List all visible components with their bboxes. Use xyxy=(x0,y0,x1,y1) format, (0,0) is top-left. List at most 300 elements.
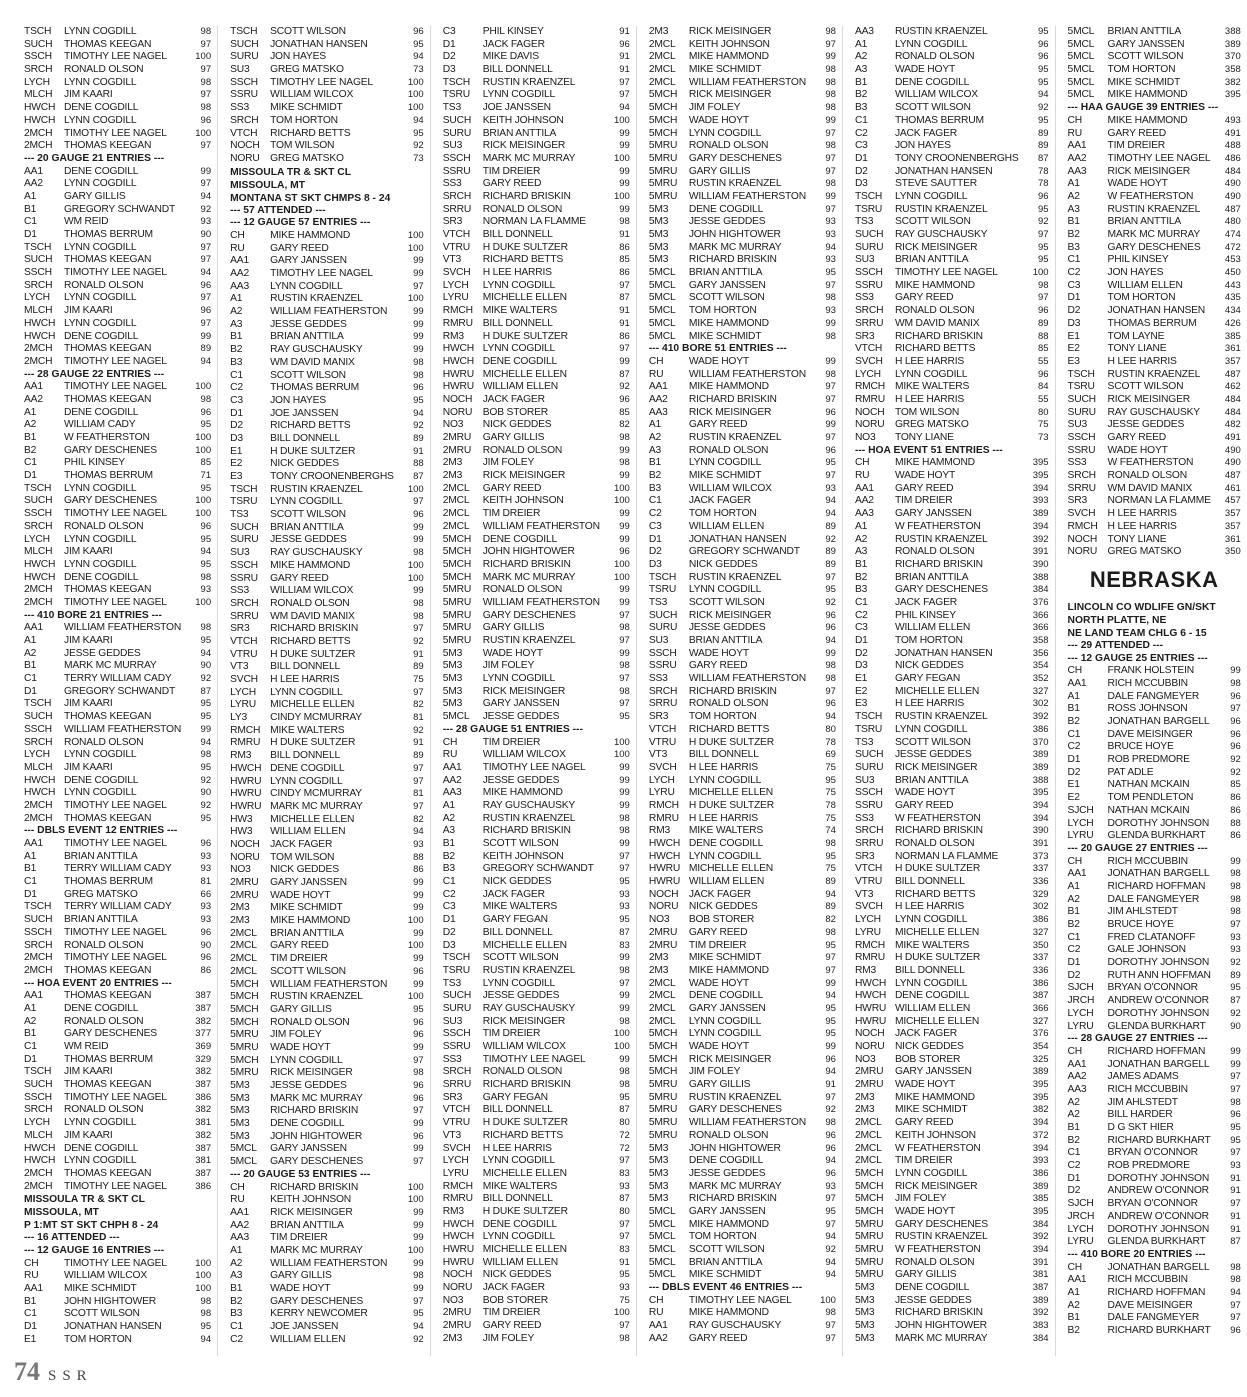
score: 98 xyxy=(413,597,424,609)
result-row xyxy=(24,1168,211,1181)
shooter-name: H DUKE SULTZER xyxy=(688,799,774,811)
result-row xyxy=(855,1079,1049,1092)
class-code: SUCH xyxy=(24,711,53,723)
result-row xyxy=(24,660,211,673)
class-code: 5MCH xyxy=(230,1003,259,1015)
shooter-name: TIMOTHY LEE NAGEL xyxy=(1107,152,1211,164)
result-row xyxy=(230,1308,424,1321)
shooter-name: H LEE HARRIS xyxy=(894,393,965,405)
shooter-name: TOM HORTON xyxy=(64,1333,132,1345)
event-header: --- HAA GAUGE 39 ENTRIES --- xyxy=(1067,102,1219,114)
shooter-name: GARY REED xyxy=(688,1332,748,1344)
result-row xyxy=(1068,178,1241,191)
shooter-name: RONALD OLSON xyxy=(688,1129,769,1141)
score: 100 xyxy=(613,749,630,761)
shooter-name: H LEE HARRIS xyxy=(1107,520,1177,532)
shooter-name: BOB STORER xyxy=(482,406,549,418)
result-row xyxy=(24,927,211,940)
result-row xyxy=(230,623,424,636)
class-code: 5MCH xyxy=(648,127,678,139)
shooter-name: JESSE GEDDES xyxy=(482,774,560,786)
score: 86 xyxy=(619,330,630,342)
score: 86 xyxy=(1230,830,1241,842)
result-row xyxy=(649,698,836,711)
result-row xyxy=(24,204,211,217)
shooter-name: GARY DESCHENES xyxy=(482,609,576,621)
result-row xyxy=(24,457,211,470)
result-row xyxy=(230,636,424,649)
shooter-name: TIMOTHY LEE NAGEL xyxy=(64,267,167,279)
shooter-name: GARY JANSSEN xyxy=(894,1066,972,1078)
event-header: --- 28 GAUGE 22 ENTRIES --- xyxy=(24,368,165,380)
result-row xyxy=(855,1193,1049,1206)
result-row xyxy=(443,508,630,521)
score: 97 xyxy=(825,1332,836,1344)
score: 98 xyxy=(200,393,212,405)
score: 92 xyxy=(1230,1007,1241,1019)
score: 387 xyxy=(195,1002,212,1014)
shooter-name: GREGORY SCHWANDT xyxy=(688,546,800,558)
shooter-name: MICHELLE ELLEN xyxy=(894,685,980,697)
score: 98 xyxy=(825,660,836,672)
result-row xyxy=(1068,982,1241,995)
class-code: 5MCH xyxy=(648,102,678,114)
shooter-name: RUSTIN KRAENZEL xyxy=(688,178,782,190)
score: 366 xyxy=(1032,622,1049,634)
class-code: SRCH xyxy=(854,825,884,837)
result-row xyxy=(649,1104,836,1117)
score: 97 xyxy=(1230,1299,1241,1311)
score: 92 xyxy=(825,533,836,545)
class-code: D2 xyxy=(1067,1185,1081,1197)
shooter-name: LYNN COGDILL xyxy=(482,1231,556,1243)
shooter-name: GARY JANSSEN xyxy=(688,1205,766,1217)
shooter-name: THOMAS BERRUM xyxy=(894,114,984,126)
score: 75 xyxy=(825,812,836,824)
shooter-name: LYNN COGDILL xyxy=(64,482,137,494)
shooter-name: RICHARD BRISKIN xyxy=(270,623,359,635)
class-code: 5MCL xyxy=(648,305,676,317)
shooter-name: RICHARD BRISKIN xyxy=(270,1181,359,1193)
score: 87 xyxy=(619,1193,630,1205)
class-code: 2M3 xyxy=(442,470,463,482)
class-code: VTRU xyxy=(442,1117,470,1129)
shooter-name: ROSS JOHNSON xyxy=(1107,703,1188,715)
class-code: AA3 xyxy=(230,1232,249,1244)
result-row xyxy=(443,1143,630,1156)
score: 302 xyxy=(1032,901,1049,913)
result-row xyxy=(1068,1071,1241,1084)
score: 369 xyxy=(195,1041,212,1052)
class-code: C1 xyxy=(1067,254,1081,266)
shooter-name: GALE JOHNSON xyxy=(1107,944,1186,956)
score: 83 xyxy=(619,1167,630,1179)
shooter-name: BILL DONNELL xyxy=(270,432,341,444)
shooter-name: GARY REED xyxy=(894,482,954,494)
class-code: SSCH xyxy=(1067,432,1096,443)
score: 97 xyxy=(619,698,630,710)
class-code: 5MCH xyxy=(442,533,472,545)
score: 95 xyxy=(825,457,836,469)
score: 91 xyxy=(413,648,424,660)
shooter-name: MIKE SCHMIDT xyxy=(894,1104,968,1116)
result-row xyxy=(24,914,211,927)
result-row xyxy=(230,953,424,966)
score: 93 xyxy=(619,1180,630,1192)
score: 91 xyxy=(1230,1172,1241,1184)
class-code: AA3 xyxy=(854,508,874,520)
score: 99 xyxy=(619,165,630,177)
score: 92 xyxy=(1230,957,1241,969)
result-row xyxy=(1068,665,1241,678)
shooter-name: TIMOTHY LEE NAGEL xyxy=(482,761,586,773)
shooter-name: JESSE GEDDES xyxy=(894,749,972,761)
result-row xyxy=(443,369,630,382)
score: 370 xyxy=(1032,736,1049,748)
shooter-name: TIM DREIER xyxy=(482,736,541,748)
class-code: LYCH xyxy=(24,1117,50,1129)
score: 98 xyxy=(413,1067,424,1079)
score: 357 xyxy=(1224,355,1241,367)
shooter-name: RAY GUSCHAUSKY xyxy=(482,799,576,811)
score: 95 xyxy=(825,267,836,279)
class-code: SRCH xyxy=(442,190,472,202)
result-row xyxy=(230,1182,424,1195)
shooter-name: THOMAS BERRUM xyxy=(64,1053,153,1065)
shooter-name: RUSTIN KRAENZEL xyxy=(482,76,576,88)
result-row xyxy=(855,51,1049,64)
score: 98 xyxy=(200,571,212,583)
class-code: 2MRU xyxy=(854,1066,884,1078)
class-code: TSRU xyxy=(230,496,258,508)
class-code: SRRU xyxy=(854,838,884,849)
result-row xyxy=(230,1220,424,1233)
result-row xyxy=(1068,1300,1241,1313)
shooter-name: RICHARD HOFFMAN xyxy=(1107,1045,1206,1057)
class-code: SURU xyxy=(648,622,678,634)
score: 98 xyxy=(825,1307,836,1319)
score: 354 xyxy=(1032,1041,1049,1052)
class-code: B2 xyxy=(442,850,455,862)
shooter-name: MIKE WALTERS xyxy=(482,305,557,317)
shooter-name: NICK GEDDES xyxy=(482,1269,552,1281)
class-code: SSCH xyxy=(442,152,471,164)
score: 389 xyxy=(1032,749,1049,761)
result-row xyxy=(24,26,211,39)
result-row xyxy=(649,521,836,534)
class-code: 5MCL xyxy=(648,292,676,304)
score: 99 xyxy=(619,990,630,1002)
shooter-name: BRIAN ANTTILA xyxy=(1107,216,1182,228)
score: 395 xyxy=(1032,457,1049,469)
result-row xyxy=(443,1181,630,1194)
result-row xyxy=(649,648,836,661)
event-header: --- HOA EVENT 20 ENTRIES --- xyxy=(24,977,172,989)
result-row xyxy=(855,1307,1049,1320)
score: 81 xyxy=(413,788,424,800)
class-code: A3 xyxy=(648,444,662,456)
shooter-name: JIM KAARI xyxy=(64,89,113,101)
class-code: AA1 xyxy=(24,990,43,1002)
class-code: HWRU xyxy=(648,863,681,875)
shooter-name: RICHARD BURKHART xyxy=(1107,1134,1211,1146)
score: 443 xyxy=(1224,279,1241,291)
result-row xyxy=(649,483,836,496)
result-row xyxy=(24,343,211,356)
score: 92 xyxy=(1037,102,1049,114)
shooter-name: RUSTIN KRAENZEL xyxy=(688,571,782,583)
shooter-name: NICK GEDDES xyxy=(688,558,758,570)
shooter-name: NICK GEDDES xyxy=(270,458,339,470)
score: 96 xyxy=(825,1129,836,1141)
class-code: 5MCL xyxy=(648,1218,676,1230)
shooter-name: RUSTIN KRAENZEL xyxy=(482,964,576,976)
score: 99 xyxy=(413,902,424,914)
class-code: SSCH xyxy=(24,926,52,938)
score: 97 xyxy=(619,977,630,989)
score: 97 xyxy=(825,470,836,482)
shooter-name: BRIAN ANTTILA xyxy=(688,635,763,646)
score: 86 xyxy=(619,241,630,253)
class-code: SU3 xyxy=(230,64,250,76)
shooter-name: BRIAN ANTTILA xyxy=(270,521,344,533)
score: 75 xyxy=(825,787,836,799)
class-code: 5M3 xyxy=(648,1167,669,1179)
result-row xyxy=(443,64,630,77)
score: 100 xyxy=(407,572,424,584)
result-row xyxy=(443,280,630,293)
class-code: D1 xyxy=(1067,957,1081,969)
class-code: C2 xyxy=(1067,741,1081,753)
class-code: A2 xyxy=(648,432,662,443)
score: 78 xyxy=(1037,178,1049,190)
score: 99 xyxy=(413,877,424,888)
result-row xyxy=(649,863,836,876)
score: 99 xyxy=(413,318,424,330)
class-code: 2MCL xyxy=(648,76,676,88)
result-row xyxy=(24,775,211,788)
result-row xyxy=(855,102,1049,115)
result-row xyxy=(24,89,211,102)
result-row xyxy=(24,1079,211,1092)
result-row xyxy=(443,876,630,889)
shooter-name: RAY GUSCHAUSKY xyxy=(1107,406,1200,418)
shooter-name: RONALD OLSON xyxy=(894,305,975,317)
result-row xyxy=(230,370,424,383)
score: 390 xyxy=(1032,558,1049,570)
shooter-name: DENE COGDILL xyxy=(482,1218,557,1230)
shooter-name: THOMAS KEEGAN xyxy=(64,812,152,824)
score: 100 xyxy=(407,242,424,254)
shooter-name: GARY REED xyxy=(270,572,329,584)
score: 395 xyxy=(1032,1079,1049,1091)
class-code: VTRU xyxy=(854,876,883,888)
shooter-name: BRYAN O'CONNOR xyxy=(1107,1198,1198,1210)
shooter-name: TOM HORTON xyxy=(270,114,338,126)
class-code: 5M3 xyxy=(442,647,463,659)
class-code: VTCH xyxy=(854,863,883,875)
class-code: A1 xyxy=(1067,690,1080,702)
score: 94 xyxy=(413,114,424,126)
result-row xyxy=(443,356,630,369)
class-code: D1 xyxy=(854,635,868,646)
result-row xyxy=(443,1295,630,1308)
shooter-name: GREGORY SCHWANDT xyxy=(64,685,176,697)
score: 89 xyxy=(1037,127,1049,139)
shooter-name: JIM AHLSTEDT xyxy=(1107,906,1178,918)
score: 96 xyxy=(825,1142,836,1154)
shooter-name: WILLIAM WILCOX xyxy=(482,1041,566,1052)
score: 87 xyxy=(619,292,630,304)
class-code: 5MCL xyxy=(648,1269,676,1281)
shooter-name: H LEE HARRIS xyxy=(1107,508,1177,520)
shooter-name: THOMAS KEEGAN xyxy=(64,584,152,596)
shooter-name: MIKE SCHMIDT xyxy=(64,1283,137,1294)
score: 383 xyxy=(1032,1320,1049,1332)
score: 96 xyxy=(1037,305,1049,317)
shooter-name: MIKE SCHMIDT xyxy=(1107,76,1181,88)
class-code: D1 xyxy=(24,1053,37,1065)
score: 91 xyxy=(619,305,630,317)
shooter-name: BRUCE HOYE xyxy=(1107,919,1174,930)
score: 96 xyxy=(200,305,212,317)
shooter-name: LYNN COGDILL xyxy=(688,774,762,786)
score: 97 xyxy=(825,1091,836,1103)
score: 91 xyxy=(1230,1223,1241,1235)
result-row xyxy=(855,343,1049,356)
result-row xyxy=(443,825,630,838)
result-row xyxy=(649,1307,836,1320)
result-row xyxy=(443,1104,630,1117)
shooter-name: RONALD OLSON xyxy=(894,1256,975,1268)
score: 97 xyxy=(825,432,836,443)
shooter-name: LYNN COGDILL xyxy=(64,26,137,37)
class-code: HWCH xyxy=(442,343,474,355)
class-code: D2 xyxy=(854,165,868,177)
shooter-name: GARY GILLIS xyxy=(688,1079,751,1091)
class-code: SRRU xyxy=(854,317,884,329)
event-header: --- 20 GAUGE 27 ENTRIES --- xyxy=(1067,842,1208,854)
score: 89 xyxy=(825,520,836,532)
shooter-name: TONY CROONENBERGHS xyxy=(270,471,394,482)
score: 91 xyxy=(619,317,630,329)
shooter-name: TIM DREIER xyxy=(894,1155,953,1167)
shooter-name: THOMAS BERRUM xyxy=(64,229,153,240)
class-code: 5M3 xyxy=(854,1282,875,1294)
result-row xyxy=(24,1092,211,1105)
result-row xyxy=(24,77,211,90)
shooter-name: WADE HOYT xyxy=(688,647,750,659)
shooter-name: RICHARD BRISKIN xyxy=(482,558,571,570)
shooter-name: LYNN COGDILL xyxy=(482,343,556,355)
shooter-name: TERRY WILLIAM CADY xyxy=(64,863,172,875)
result-row xyxy=(230,801,424,814)
shooter-name: WM DAVID MANIX xyxy=(894,317,980,329)
score: 85 xyxy=(1037,343,1049,355)
result-row xyxy=(24,178,211,191)
result-row xyxy=(230,64,424,77)
score: 99 xyxy=(619,647,630,659)
result-row xyxy=(24,1308,211,1321)
score: 382 xyxy=(195,1129,212,1141)
shooter-name: JOHN HIGHTOWER xyxy=(64,1295,156,1307)
score: 99 xyxy=(200,165,212,177)
score: 83 xyxy=(619,939,630,951)
score: 96 xyxy=(825,1167,836,1179)
shooter-name: RONALD OLSON xyxy=(64,1104,144,1116)
state-heading: NEBRASKA xyxy=(1089,566,1219,592)
score: 75 xyxy=(413,674,424,685)
class-code: SRCH xyxy=(230,114,259,126)
result-row xyxy=(1068,407,1241,420)
shooter-name: KEITH JOHNSON xyxy=(482,495,564,507)
class-code: TSCH xyxy=(24,698,52,710)
class-code: D2 xyxy=(648,546,662,558)
score: 98 xyxy=(619,216,630,228)
class-code: A1 xyxy=(24,190,37,202)
score: 95 xyxy=(1037,203,1049,215)
result-row xyxy=(443,254,630,267)
class-code: LYRU xyxy=(648,787,675,799)
class-code: NO3 xyxy=(648,914,670,926)
score: 88 xyxy=(1037,330,1049,342)
class-code: NO3 xyxy=(854,1053,876,1065)
score: 74 xyxy=(825,825,836,837)
score: 98 xyxy=(825,76,836,88)
score: 94 xyxy=(200,1333,212,1345)
result-row xyxy=(1068,166,1241,179)
shooter-name: RICK MEISINGER xyxy=(1107,165,1190,177)
score: 385 xyxy=(1224,330,1241,342)
result-row xyxy=(443,89,630,102)
shooter-name: JESSE GEDDES xyxy=(482,990,560,1002)
class-code: SUCH xyxy=(854,749,884,761)
class-code: SRCH xyxy=(24,736,53,748)
result-row xyxy=(443,622,630,635)
class-code: SU3 xyxy=(1067,419,1087,431)
score: 69 xyxy=(825,749,836,761)
score: 462 xyxy=(1224,381,1241,393)
score: 93 xyxy=(200,914,212,926)
result-row xyxy=(443,1079,630,1092)
score: 389 xyxy=(1032,1066,1049,1078)
score: 99 xyxy=(619,520,630,532)
class-code: HWCH xyxy=(24,102,56,114)
result-row xyxy=(1068,906,1241,919)
result-row xyxy=(24,813,211,826)
class-code: SVCH xyxy=(1067,508,1096,520)
score: 99 xyxy=(825,977,836,989)
result-row xyxy=(230,395,424,408)
score: 98 xyxy=(1230,1261,1241,1273)
score: 388 xyxy=(1032,774,1049,786)
class-code: NORU xyxy=(1067,546,1098,558)
shooter-name: RICHARD BETTS xyxy=(894,888,976,900)
class-code: CH xyxy=(1067,855,1083,867)
score: 94 xyxy=(825,1256,836,1268)
result-row xyxy=(230,750,424,763)
shooter-name: DOROTHY JOHNSON xyxy=(1107,1007,1210,1019)
shooter-name: WM DAVID MANIX xyxy=(1107,482,1193,494)
result-row xyxy=(649,229,836,242)
score: 381 xyxy=(195,1117,212,1129)
result-row xyxy=(443,813,630,826)
score: 89 xyxy=(1230,969,1241,981)
shooter-name: GARY DESCHENES xyxy=(64,1028,157,1040)
result-row xyxy=(855,508,1049,521)
score: 97 xyxy=(825,203,836,215)
result-row xyxy=(24,1041,211,1054)
